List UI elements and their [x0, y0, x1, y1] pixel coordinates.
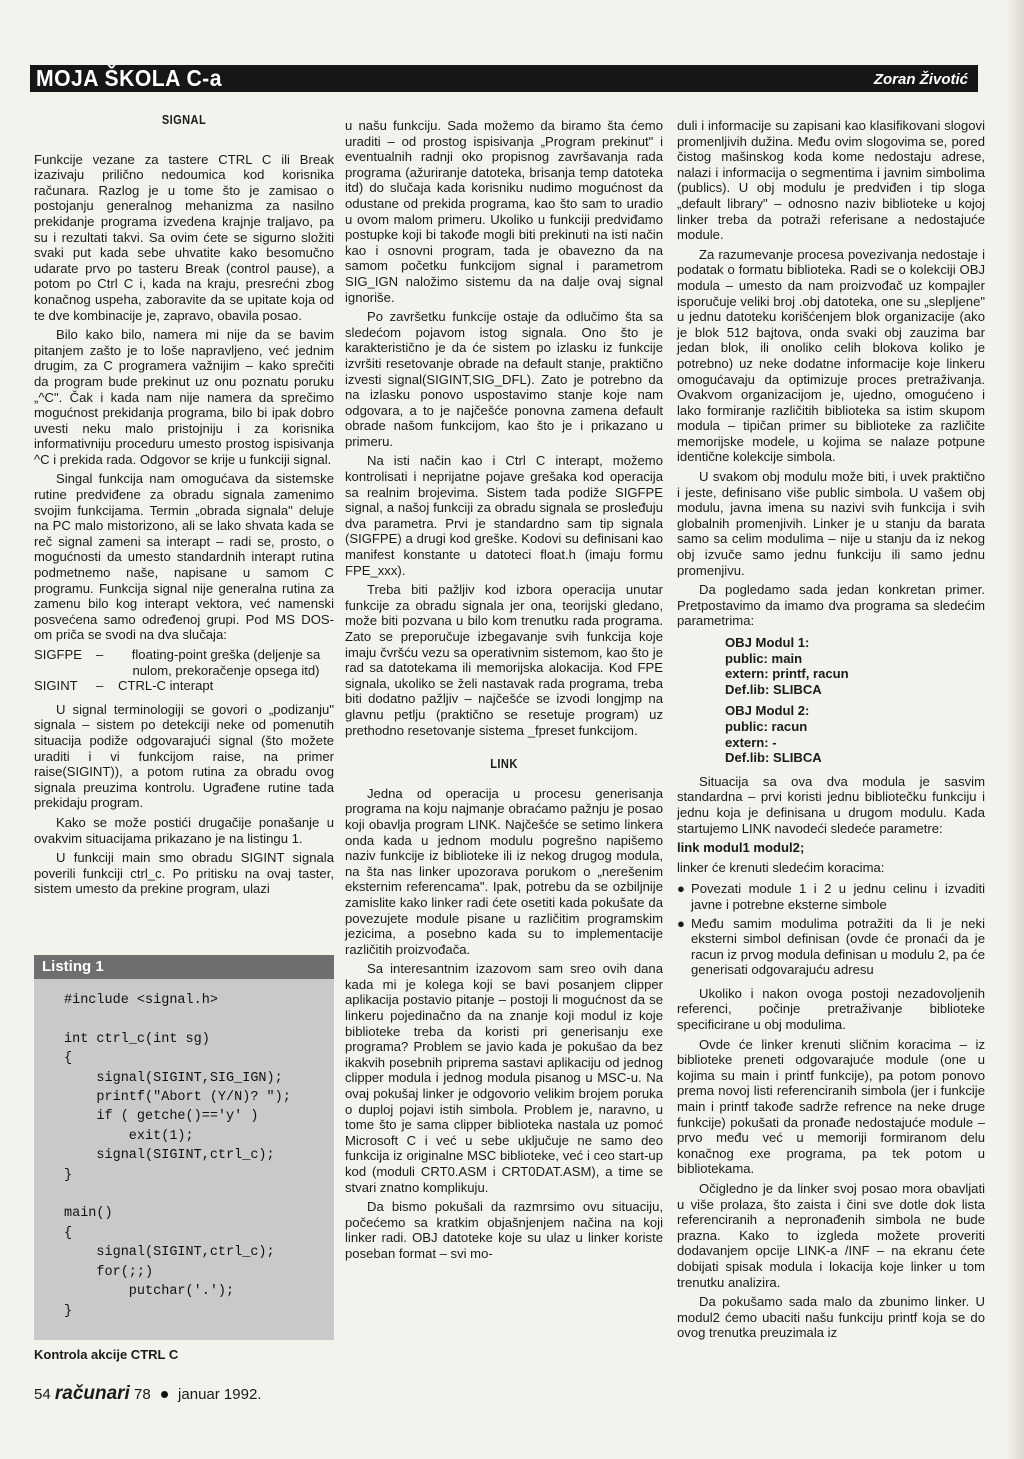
- paragraph: Treba biti pažljiv kod izbora operacija unutar funkcije za obradu signala jer ona, teorijski gledano, može biti pozvana u bilo kom trenutku rada programa. Zato se preporučuje izbegavanje svih funkcija koje imaju čvršću vezu sa operativnim sistemom, kao što je rad sa datotekama ili memorijska alokacija. Kod FPE signala, ukoliko se želi nastavak rada programa, treba biti dodatno pažljiv – najčešće se izvodi longjmp na glavnu petlju (praktično se resetuje program) uz prethodno resetovanje sistema _fpreset funkcijom.: [345, 582, 663, 738]
- list-item: [677, 916, 985, 978]
- paragraph: Da pogledamo sada jedan konkretan primer. Pretpostavimo da imamo dva programa sa sledećim parametrima:: [677, 582, 985, 629]
- steps-list: [677, 881, 985, 978]
- paragraph: Za razumevanje procesa povezivanja nedostaje i podatak o formatu biblioteka. Radi se o kolekciji OBJ modula – umesto da nam proizvođač uz kompajler isporučuje veliki broj .obj datoteka, one su „slepljene" u jednu datoteku korišćenjem blok organizacije (ako je blok 512 bajtova, onda svaki obj zauzima bar jedan blok, ili onoliko celih blokova koliko je potrebno) uz neke dodatne informacije koje linkeru omogućavaju da optimizuje proces pretraživanja. Ovakvom organizacijom je, ujedno, omogućeno i lako formiranje različitih biblioteka sa istim skupom modula – tipičan primer su biblioteke za različite memorijske modele, u kojima se nalaze potpune identične kolekcije simbola.: [677, 246, 985, 465]
- section-banner: [30, 65, 978, 92]
- paragraph: Situacija sa ova dva modula je sasvim standardna – prvi koristi jednu bibliotečku funkciju i jednu koja je definisana u drugom modulu. Kada startujemo LINK navodeći sledeće parametre:: [677, 773, 985, 836]
- paragraph: Ovde će linker krenuti sličnim koracima – iz biblioteke preneti odgovarajuće module (one u kojima su main i printf funkcije), pa potom ponovo prema novoj listi referenciranih simbola (jer i funkcije main i printf takođe sadrže refrence na neke druge funkcije) pokušati da pronađe nedostajuće module – prvo među već u memoriji formiranom delu konačnog exe programa, pa tek potom u bibliotekama.: [677, 1036, 985, 1177]
- bullet-icon: ●: [677, 915, 685, 931]
- paragraph: Da bismo pokušali da razmrsimo ovu situaciju, počećemo sa kratkim objašnjenjem načina na koji linker radi. OBJ datoteke koje su ulaz u linker koriste poseban format – svi mo-: [345, 1199, 663, 1261]
- paragraph: Bilo kako bilo, namera mi nije da se bavim pitanjem zašto je to loše napravljeno, već jednim drugim, za C programera važnijim – kako sprečiti da program bude prekinut uz onu poznatu poruku „^C". Čak i kada nam nije namera da sprečimo mogućnost prekidanja programa, bilo bi ipak dobro uvesti neku malo pristojniju i za korisnika informativniju proceduru umesto prostog ispisivanja ^C i prekida rada. Odgovor se krije u funkciji signal.: [34, 327, 334, 467]
- paragraph: Očigledno je da linker svoj posao mora obavljati u više prolaza, što zaista i čini sve dotle dok lista referenciranih a nepronađenih simbola ne bude prazna. Kako to izgleda možete proveriti dodavanjem opcije LINK-a /INF – na ekranu ćete dobijati spisak modula i lokacija koje linker u tom trenutku analizira.: [677, 1181, 985, 1290]
- bullet-icon: [161, 1391, 168, 1398]
- definition-row: [34, 647, 334, 678]
- paragraph: U funkciji main smo obradu SIGINT signala poverili funkciji ctrl_c. Po pritisku na ovaj taster, sistem umesto da prekine program, ulazi: [34, 850, 334, 897]
- issue-number: 78: [134, 1386, 151, 1403]
- definition-desc: CTRL-C interapt: [118, 678, 214, 694]
- paragraph: Jedna od operacija u procesu generisanja programa na koju najmanje obraćamo pažnju je posao koji obavlja program LINK. Najčešće se setimo linkera onda kada u jednom modulu pogrešno napišemo naziv funkcije iz biblioteke ili iz nekog drugog modula, na šta nas linker upozorava porukom o „nerešenim eksternim referencama". Ipak, potrebu da se ozbiljnije zamislite kako linker radi ćete osetiti kada pokušate da povezujete module pisane u različitim programskim jezicima, a posebno kada su to implementacije različitih proizvođača.: [345, 785, 663, 957]
- listing-code: #include <signal.h> int ctrl_c(int sg) { signal(SIGINT,SIG_IGN); printf("Abort (Y/N)? "); if ( getche()=='y' ) exit(1); signal(SIGINT,ctrl_c); } main() { signal(SIGINT,ctrl_c); for(;;) putchar('.'); }: [64, 993, 291, 1319]
- code-line: public: racun: [725, 718, 808, 734]
- listing-title: Listing 1: [34, 955, 334, 979]
- link-command: link modul1 modul2;: [677, 840, 805, 856]
- code-line: extern: printf, racun: [725, 666, 849, 682]
- paragraph: Po završetku funkcije ostaje da odlučimo šta sa sledećom pojavom istog signala. Ono što je karakteristično je da će sistem po izlasku iz funkcije izvršiti resetovanje obrade na default stanje, praktično izvesti signal(SIGINT,SIG_DFL). Zato je potrebno da na izlasku ponovo uspostavimo stanje koje nam odgovara, a to je najčešće ponovna zamena default obrade našom funkcijom, kao što je i prikazano u primeru.: [345, 309, 663, 449]
- signal-definitions: [34, 647, 334, 694]
- code-line: extern: -: [725, 734, 777, 750]
- definition-row: [34, 678, 334, 694]
- column-2: [345, 118, 663, 1266]
- paragraph: Singal funkcija nam omogućava da sistemske rutine predviđene za obradu signala zamenimo svojim funkcijama. Termin „obrada signala" deluje na PC malo mistorizono, ali se lako shvata kada se reč signal zameni sa interapt – radi se, prosto, o mogućnosti da umesto standardnih interapt rutina podmetnemo naše, napisane u samom C programu. Funkcija signal nije generalna rutina za zamenu bilo kog interapt vektora, već namenski posvećena samo određenoj grupi. Pod MS DOS-om priča se svodi na dva slučaja:: [34, 471, 334, 643]
- paragraph: Na isti način kao i Ctrl C interapt, možemo kontrolisati i neprijatne pojave grešaka kod operacija sa realnim brojevima. Sistem tada podiže SIGFPE signal, a našoj funkciji za obradu signala se prosleđuju dva parametra. Prvi je standardno sam tip signala (SIGFPE) a drugi kod greške. Kodovi su definisani kao manifest konstante u datoteci float.h (imaju formu FPE_xxx).: [345, 453, 663, 578]
- paragraph: Kako se može postići drugačije ponašanje u ovakvim situacijama prikazano je na listingu 1.: [34, 814, 334, 846]
- paragraph: Ukoliko i nakon ovoga postoji nezadovoljenih referenci, počinje pretraživanje biblioteke specificirane u obj modulima.: [677, 985, 985, 1033]
- list-item-text: Povezati module 1 i 2 u jednu celinu i izvaditi javne i potrebne eksterne simbole: [691, 881, 985, 912]
- magazine-name: računari: [54, 1383, 130, 1404]
- paragraph: Sa interesantnim izazovom sam sreo ovih dana kada mi je kolega koji se bavi posanjem clipper aplikacija postavio pitanje – postoji li mogućnost da se linkeru pojedinačno da na znanje koji modul iz koje biblioteke treba da koristi pri generisanju exe programa? Problem se javio kada je pokušao da bez ikakvih posebnih priprema sastavi aplikaciju od jednog clipper modula i jednog modula pisanog u MSC-u. Na ovaj pokušaj linker je odgovorio velikim brojem poruka o duploj pojavi istih simbola. Problem je, naravno, u tome što je sama clipper biblioteka nastala uz pomoć Microsoft C i već u sebe uključuje ne samo deo funkcija iz originalne MSC biblioteke, već i ceo start-up kod (moduli CRT0.ASM i CRT0DAT.ASM), a time se stvari znatno komplikuju.: [345, 961, 663, 1195]
- definition-dash: –: [96, 647, 104, 662]
- code-line: OBJ Modul 1:: [725, 635, 810, 650]
- definition-dash: –: [96, 678, 104, 694]
- issue-date: januar 1992.: [178, 1386, 262, 1403]
- paragraph: Da pokušamo sada malo da zbunimo linker. U modul2 ćemo ubaciti našu funkciju printf koja se do ovog trenutka preuzimala iz: [677, 1294, 985, 1341]
- code-listing: [34, 955, 334, 1340]
- module-example-1: [725, 635, 985, 766]
- author-name: Zoran Životić: [873, 71, 968, 88]
- paragraph: Funkcije vezane za tastere CTRL C ili Break izazivaju prilično nedoumica kod korisnika računara. Razlog je u tome što je zamisao o postojanju generalnog mehanizma za nasilno prekidanje programa izvedena krajnje traljavo, pa su i rezultati takvi. Sa ovim ćete se sigurno složiti svaki put kada sebe uhvatite kako besomučno udarate prvo po tasteru Break (control pause), a potom po Ctrl C i, kada na kraju, presrećni zbog konačnog uspeha, zaboravite da se upitate koja od te dve kombinacije je, zapravo, obavila posao.: [34, 151, 334, 323]
- paragraph: U signal terminologiji se govori o „podizanju" signala – sistem po detekciji neke od pomenutih situacija podiže odgovarajući signal (što možete uraditi i vi funkcijom raise, na primer raise(SIGINT)), a potom rutina za obradu ovog signala preuzima kontrolu. Ugrađene rutine tada prekidaju program.: [34, 701, 334, 811]
- list-item: [677, 881, 985, 912]
- paragraph: linker će krenuti sledećim koracima:: [677, 859, 885, 875]
- code-line: OBJ Modul 2:: [725, 703, 810, 719]
- paragraph: duli i informacije su zapisani kao klasifikovani slogovi promenljivih dužina. Među ovim slogovima se, pored čistog mašinskog koda kome nedostaju adrese, nalazi i informacija o segmentima i javnim simbolima (publics). U obj modulu je predviđen i tip sloga „default library" – odnosno naziv biblioteke u kojoj linker treba da potraži referisane a nedostajuće module.: [677, 118, 985, 243]
- bullet-icon: ●: [677, 881, 685, 897]
- page-edge: [1006, 0, 1024, 1459]
- definition-term: SIGFPE: [34, 647, 83, 662]
- page-number: 54: [34, 1386, 51, 1403]
- code-line: Def.lib: SLIBCA: [725, 750, 822, 766]
- page-footer: [34, 1383, 261, 1405]
- paragraph: U svakom obj modulu može biti, i uvek praktično i jeste, definisano više public simbola. U vašem obj modulu, javna imena su nazivi svih funkcija i svih globalnih promenjivih. Linker je u stanju da barata samo sa celim modulima – nije u stanju da iz nekog obj izvuče samo jednu funkciju ili samo jednu promenjivu.: [677, 469, 985, 578]
- heading-link: LINK: [490, 756, 518, 772]
- code-line: public: main: [725, 650, 803, 666]
- listing-caption: Kontrola akcije CTRL C: [34, 1347, 179, 1362]
- definition-term: SIGINT: [34, 678, 78, 694]
- section-title: MOJA ŠKOLA C-a: [36, 65, 222, 91]
- definition-desc: floating-point greška (deljenje sa nulom, prekoračenje opsega itd): [131, 647, 321, 678]
- code-line: Def.lib: SLIBCA: [725, 681, 822, 697]
- paragraph: u našu funkciju. Sada možemo da biramo šta ćemo uraditi – od prostog ispisivanja „Program prekinut" i eventualnih radnji oko propisnog završavanja rada programa (ažuriranje datoteka, brisanja temp datoteka itd) do slučaja kada korisniku nudimo mogućnost da odustane od prekida programa, kao što sam to uradio u ovom malom primeru. Ukoliko u funkciji predviđamo postupke koji bi takođe mogli biti prekinuti na isti način kao i osnovni program, tada je obavezno da na samom početku funkcijom signal i parametrom SIG_IGN naložimo sistemu da na dalje ovaj signal ignoriše.: [345, 118, 663, 305]
- heading-signal: SIGNAL: [161, 112, 207, 127]
- list-item-text: Među samim modulima potražiti da li je neki eksterni simbol definisan (ovde će pronaći da je racun iz prvog modula definisan u modulu 2, pa će generisati odgovarajuću adresu: [691, 915, 985, 978]
- column-1: [34, 112, 334, 901]
- column-3: [677, 118, 985, 1345]
